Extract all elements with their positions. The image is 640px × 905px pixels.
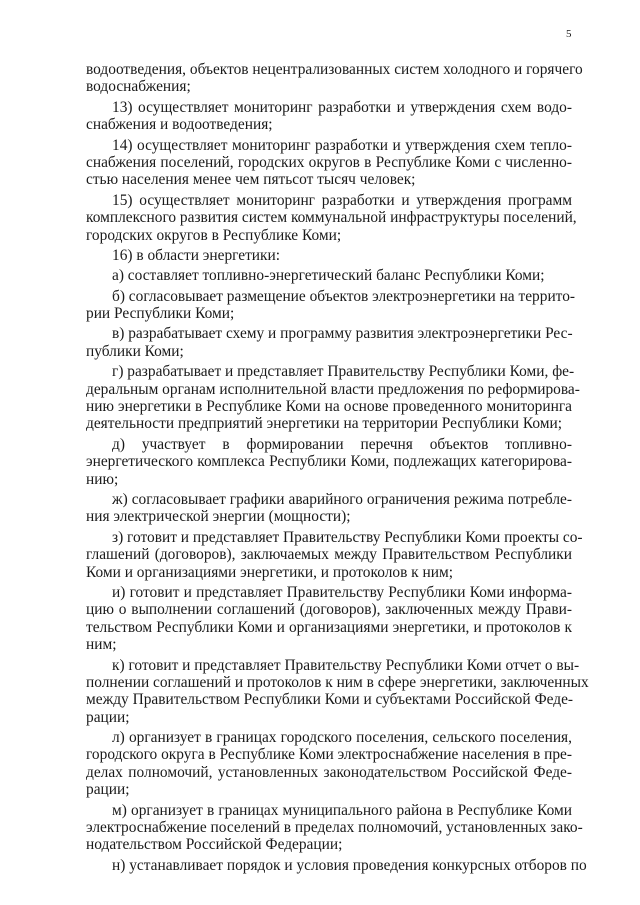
text-line: деятельности предприятий энергетики на территории Республики Коми; bbox=[86, 415, 563, 433]
text-line: рии Республики Коми; bbox=[86, 305, 235, 323]
text-line: водоснабжения; bbox=[86, 78, 191, 96]
text-line: нию энергетики в Республике Коми на основе проведенного мониторинга bbox=[86, 398, 572, 416]
text-line: ж) согласовывает графики аварийного ограничения режима потребле- bbox=[112, 490, 572, 508]
text-line: глашений (договоров), заключаемых между Правительством Республики bbox=[86, 546, 572, 564]
text-line: снабжения и водоотведения; bbox=[86, 116, 273, 134]
text-line: городских округов в Республике Коми; bbox=[86, 226, 342, 244]
text-line: 14) осуществляет мониторинг разработки и утверждения схем тепло- bbox=[112, 136, 572, 154]
text-line: ния электрической энергии (мощности); bbox=[86, 508, 351, 526]
text-line: городского округа в Республике Коми электроснабжение населения в пре- bbox=[86, 746, 572, 764]
text-line: г) разрабатывает и представляет Правительству Республики Коми, фе- bbox=[112, 363, 575, 381]
text-line: и) готовит и представляет Правительству Республики Коми информа- bbox=[112, 583, 572, 601]
text-line: цию о выполнении соглашений (договоров), заключенных между Прави- bbox=[86, 601, 572, 619]
text-line: 15) осуществляет мониторинг разработки и утверждения программ bbox=[112, 191, 572, 209]
text-line: электроснабжение поселений в пределах полномочий, установленных зако- bbox=[86, 819, 583, 837]
text-line: д) участвует в формировании перечня объектов топливно- bbox=[112, 435, 572, 453]
text-line: в) разрабатывает схему и программу развития электроэнергетики Рес- bbox=[112, 325, 573, 343]
text-line: н) устанавливает порядок и условия проведения конкурсных отборов по bbox=[112, 856, 587, 874]
text-line: Коми и организациями энергетики, и протоколов к ним; bbox=[86, 563, 453, 581]
text-line: делах полномочий, установленных законодательством Российской Феде- bbox=[86, 763, 572, 781]
text-line: м) организует в границах муниципального района в Республике Коми bbox=[112, 801, 572, 819]
text-line: рации; bbox=[86, 708, 130, 726]
text-line: комплексного развития систем коммунальной инфраструктуры поселений, bbox=[86, 209, 577, 227]
text-line: между Правительством Республики Коми и субъектами Российской Феде- bbox=[86, 691, 574, 709]
text-line: полнении соглашений и протоколов к ним в сфере энергетики, заключенных bbox=[86, 673, 589, 691]
text-line: деральным органам исполнительной власти предложения по реформирова- bbox=[86, 380, 580, 398]
text-line: к) готовит и представляет Правительству Республики Коми отчет о вы- bbox=[112, 656, 580, 674]
text-line: з) готовит и представляет Правительству Республики Коми проекты со- bbox=[112, 528, 583, 546]
text-line: 13) осуществляет мониторинг разработки и утверждения схем водо- bbox=[112, 98, 572, 116]
document-body bbox=[86, 61, 589, 874]
text-line: а) составляет топливно-энергетический баланс Республики Коми; bbox=[112, 267, 545, 285]
text-line: нодательством Российской Федерации; bbox=[86, 836, 343, 854]
text-line: снабжения поселений, городских округов в Республике Коми с численно- bbox=[86, 153, 572, 171]
text-line: энергетического комплекса Республики Коми, подлежащих категорирова- bbox=[86, 453, 572, 471]
text-line: л) организует в границах городского поселения, сельского поселения, bbox=[112, 729, 572, 747]
page-number: 5 bbox=[566, 28, 572, 40]
text-line: стью населения менее чем пятьсот тысяч человек; bbox=[86, 171, 416, 189]
text-line: тельством Республики Коми и организациями энергетики, и протоколов к bbox=[86, 618, 572, 636]
text-line: б) согласовывает размещение объектов электроэнергетики на террито- bbox=[112, 287, 576, 305]
text-line: ним; bbox=[86, 636, 117, 654]
text-line: нию; bbox=[86, 470, 119, 488]
text-line: водоотведения, объектов нецентрализованных систем холодного и горячего bbox=[86, 61, 583, 78]
text-line: рации; bbox=[86, 781, 130, 799]
text-line: 16) в области энергетики: bbox=[112, 246, 281, 264]
text-line: публики Коми; bbox=[86, 342, 184, 360]
